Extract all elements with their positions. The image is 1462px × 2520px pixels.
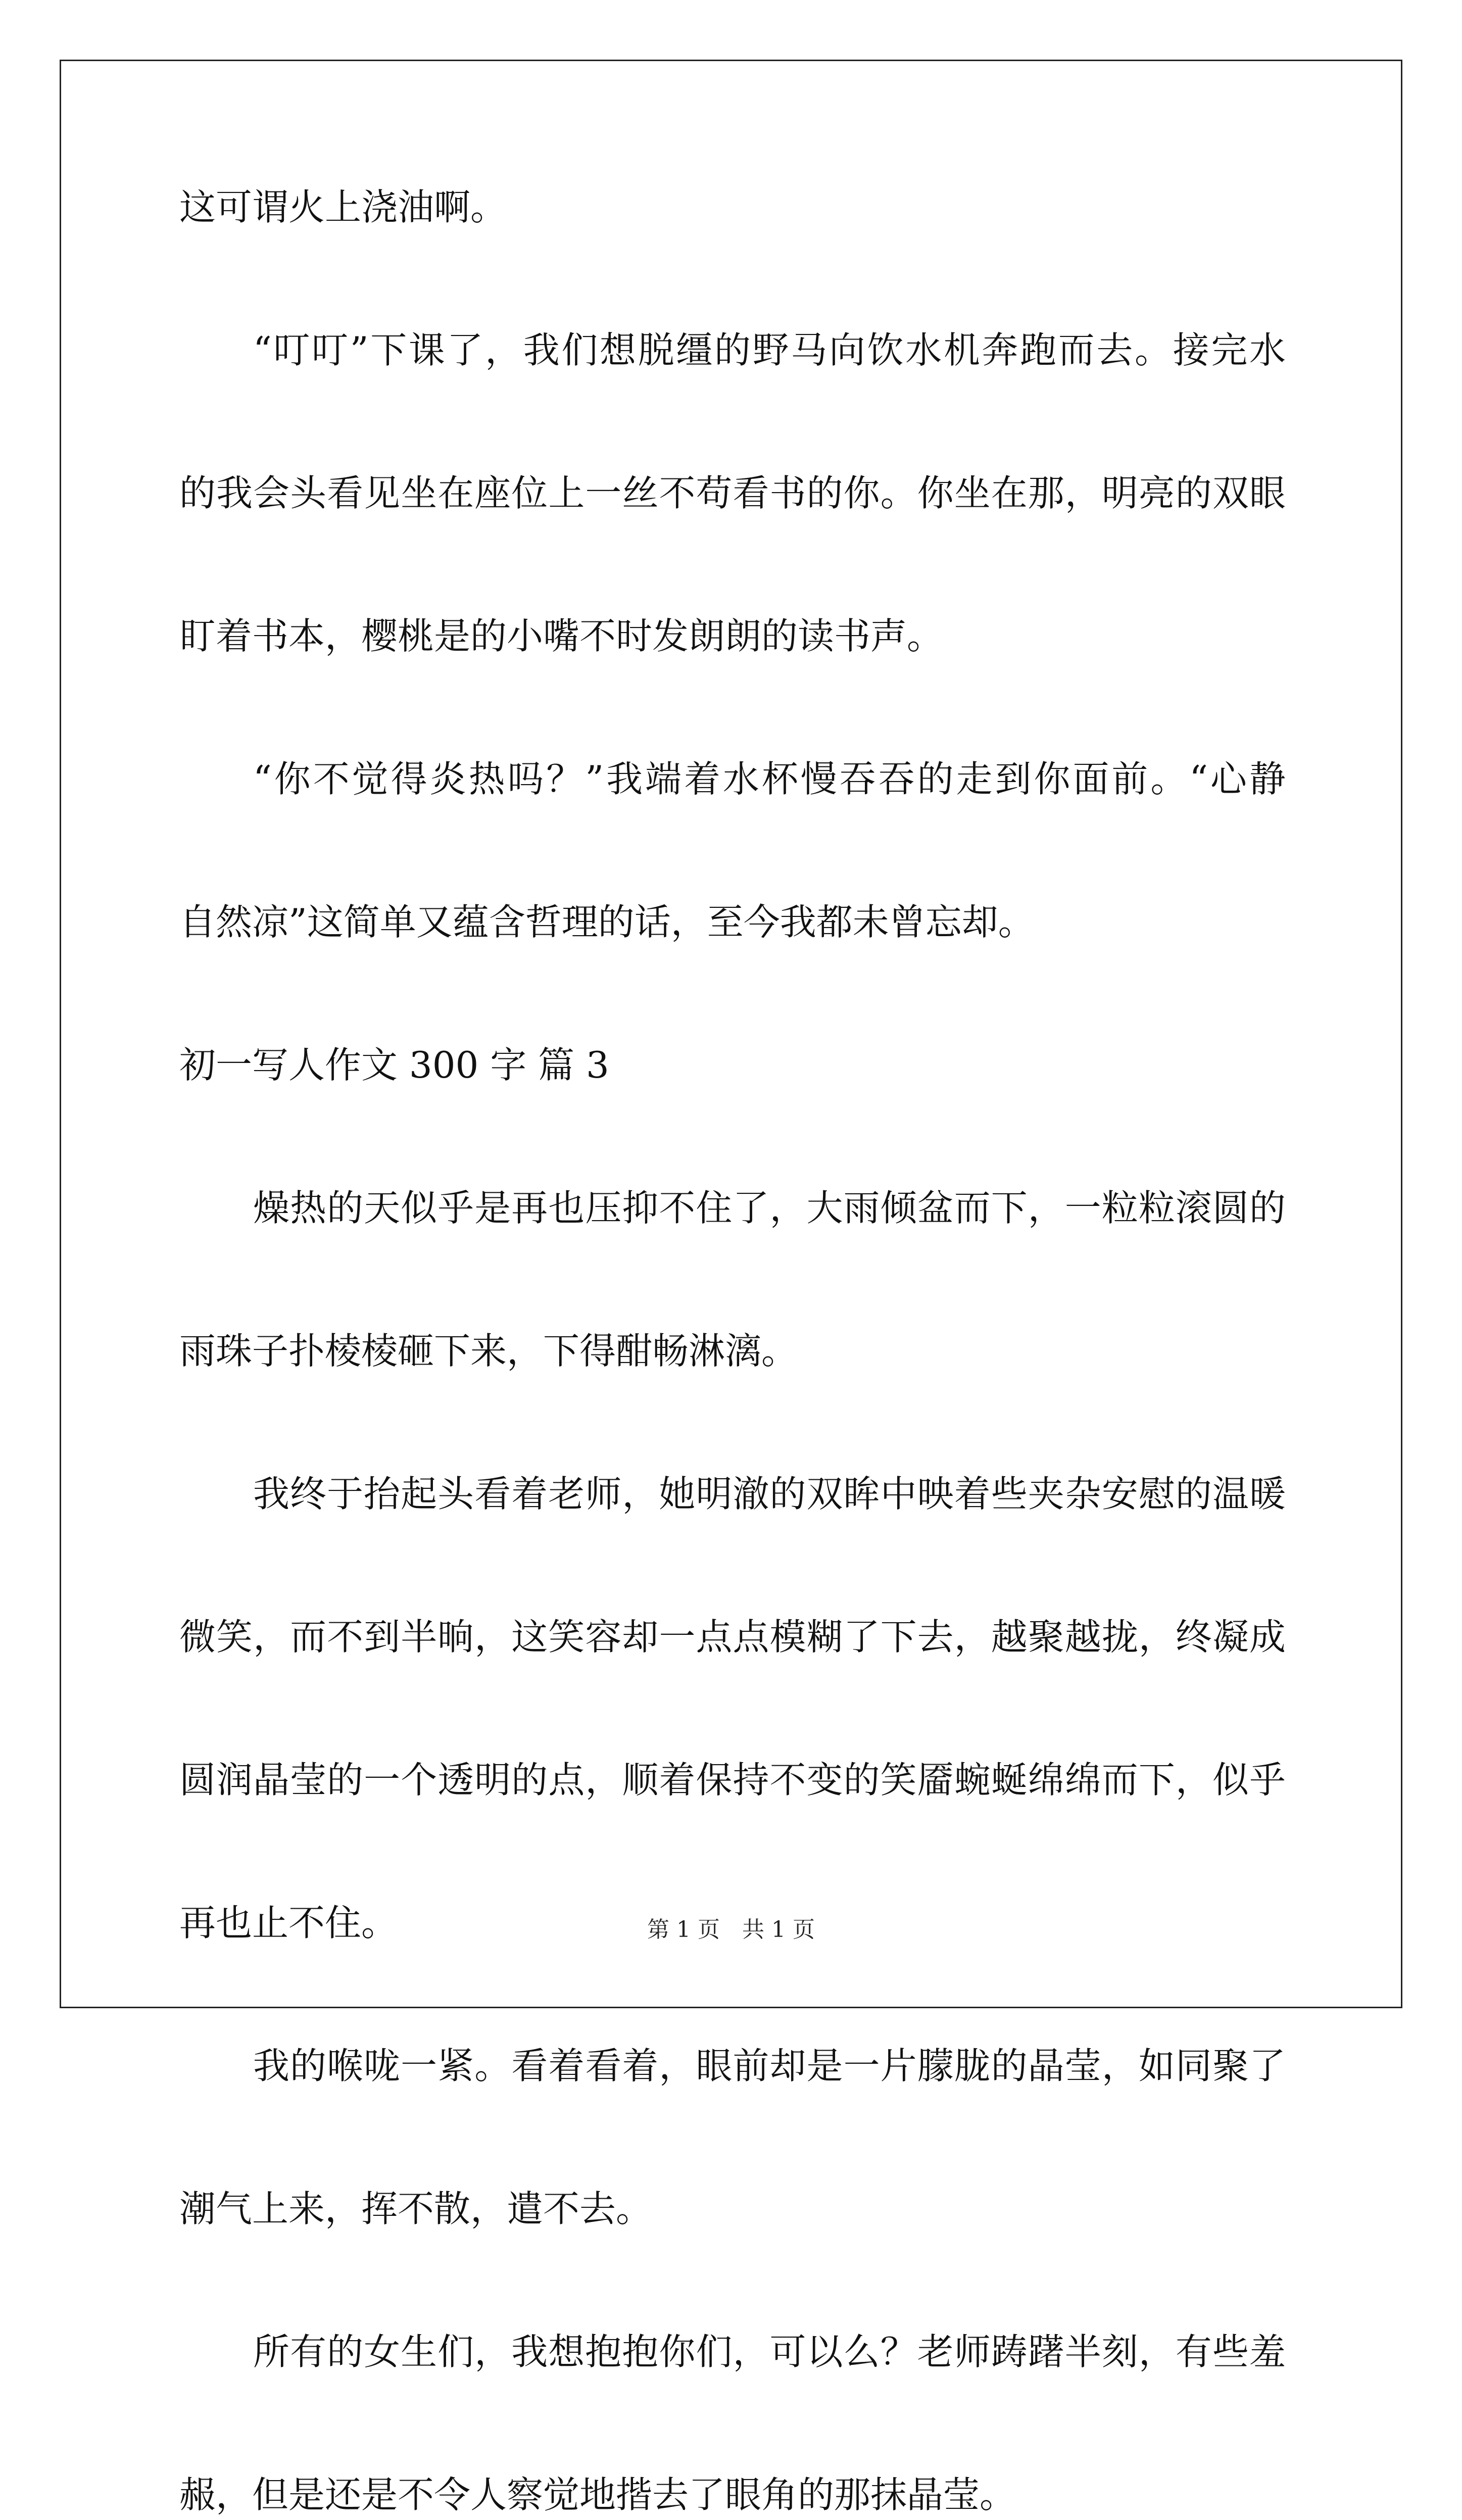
paragraph-line: 我的喉咙一紧。看着看着，眼前却是一片朦胧的晶莹，如同聚了 [253, 2045, 1286, 2087]
paragraph-line: 盯着书本，樱桃是的小嘴不时发朗朗的读书声。 [179, 615, 944, 657]
paragraph-line: 微笑，而不到半晌，这笑容却一点点模糊了下去，越聚越拢，终凝成 [179, 1616, 1286, 1658]
line-spacing [179, 804, 1286, 897]
line-spacing [179, 1948, 1286, 2041]
paragraph-line: 潮气上来，挥不散，遣不去。 [179, 2188, 653, 2230]
paragraph-line: 再也止不住。 [179, 1902, 398, 1944]
line-spacing [179, 1376, 1286, 1469]
paragraph-line: “你不觉得炎热吗？”我端着水杯慢吞吞的走到你面前。“心静 [253, 758, 1286, 800]
line-spacing [179, 661, 1286, 754]
paragraph-line: 燥热的天似乎是再也压抑不住了，大雨倾盆而下，一粒粒滚圆的 [253, 1187, 1286, 1229]
paragraph-line: 圆润晶莹的一个透明的点，顺着保持不变的笑靥蜿蜒绵绵而下，似乎 [179, 1759, 1286, 1801]
page-footer [0, 1915, 1462, 1945]
paragraph-line: 这可谓火上浇油啊。 [179, 186, 507, 228]
line-spacing [179, 2091, 1286, 2184]
paragraph-line: 雨珠子扑棱棱砸下来，下得酣畅淋漓。 [179, 1330, 798, 1372]
line-spacing [179, 2377, 1286, 2469]
line-spacing [179, 232, 1286, 325]
page-number-current: 第 1 页 [647, 1917, 720, 1943]
line-spacing [179, 2234, 1286, 2327]
paragraph-line: “叮叮”下课了，我们想脱缰的野马向饮水机奔跑而去。接完水 [253, 329, 1286, 371]
line-spacing [179, 1519, 1286, 1612]
document-body [179, 182, 1286, 2520]
line-spacing [179, 375, 1286, 468]
line-spacing [179, 1662, 1286, 1755]
line-spacing [179, 1090, 1286, 1183]
section-heading: 初一写人作文 300 字 篇 3 [179, 1044, 609, 1086]
paragraph-line: 赧，但是还是不令人察觉地揩去了眼角的那抹晶莹。 [179, 2474, 1016, 2516]
line-spacing [179, 947, 1286, 1040]
line-spacing [179, 1805, 1286, 1898]
paragraph-line: 我终于抬起头看着老师，她明澈的双眸中映着些夹杂安慰的温暖 [253, 1473, 1286, 1515]
paragraph-line: 自然凉”这简单又蕴含哲理的话，至今我都未曾忘却。 [179, 901, 1035, 943]
paragraph-line: 所有的女生们，我想抱抱你们，可以么？老师踌躇半刻，有些羞 [253, 2331, 1286, 2373]
line-spacing [179, 1233, 1286, 1326]
page-number-total: 共 1 页 [742, 1917, 815, 1943]
paragraph-line: 的我会头看见坐在座位上一丝不苟看书的你。你坐在那，明亮的双眼 [179, 472, 1286, 514]
line-spacing [179, 518, 1286, 611]
